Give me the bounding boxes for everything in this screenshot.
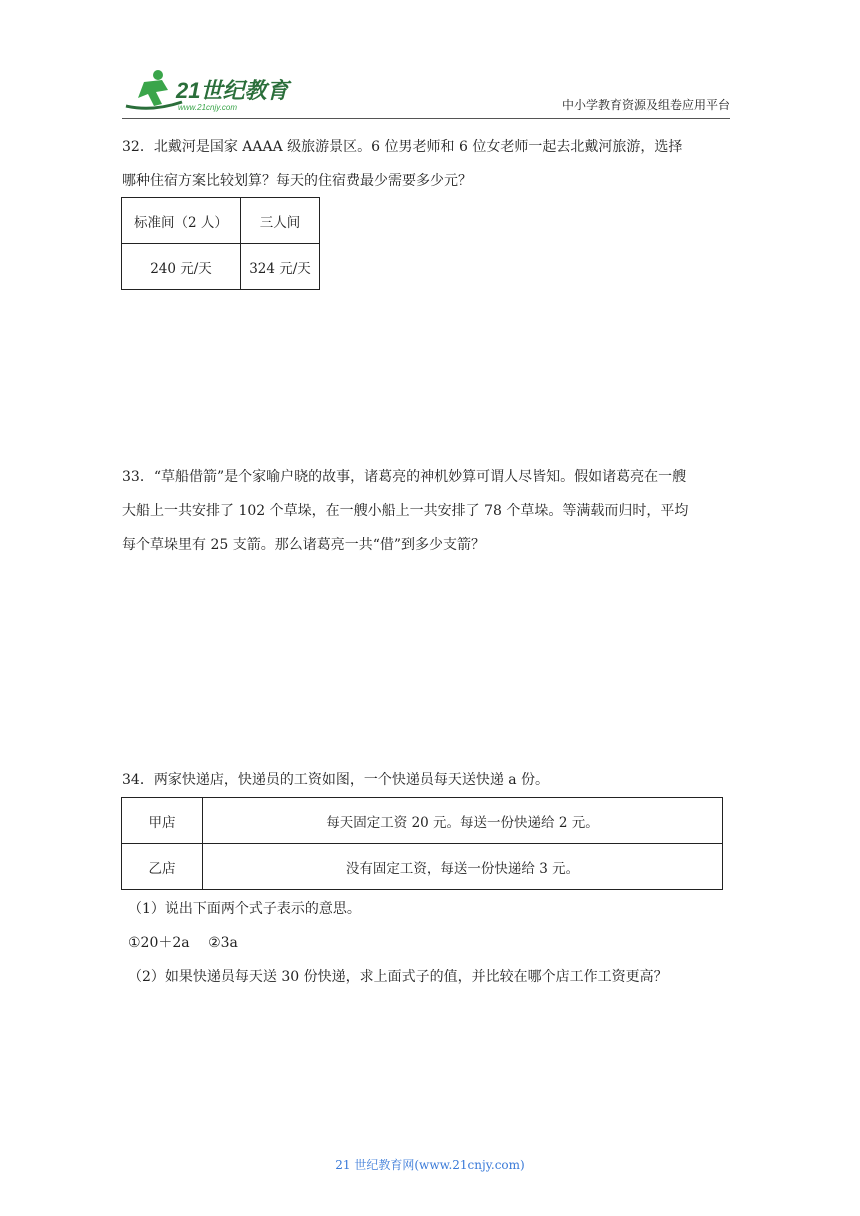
table-cell-standard-price: 240 元/天: [122, 244, 241, 290]
table-row: [122, 244, 320, 290]
q32-room-table: [121, 197, 320, 290]
table-cell-wage-desc: 每天固定工资 20 元。每送一份快递给 2 元。: [203, 798, 723, 844]
question-32: [122, 130, 732, 198]
question-33-line-3: 每个草垛里有 25 支箭。那么诸葛亮一共“借”到多少支箭？: [122, 537, 486, 553]
table-cell-wage-desc: 没有固定工资，每送一份快递给 3 元。: [203, 844, 723, 890]
question-34: [122, 763, 732, 797]
table-cell-triple-price: 324 元/天: [241, 244, 320, 290]
site-logo: [122, 68, 297, 114]
logo-url: www.21cnjy.com: [178, 103, 237, 112]
table-header-standard-room: 标准间（2 人）: [122, 198, 241, 244]
q34-sub-question-2: （2）如果快递员每天送 30 份快递，求上面式子的值，并比较在哪个店工作工资更高？: [128, 969, 668, 985]
question-32-line-2: 哪种住宿方案比较划算？每天的住宿费最少需要多少元？: [122, 173, 472, 189]
q34-sub-question-1: （1）说出下面两个式子表示的意思。: [128, 901, 361, 917]
q34-wage-table: [121, 797, 723, 890]
question-33-line-2: 大船上一共安排了 102 个草垛，在一艘小船上一共安排了 78 个草垛。等满载而归时，平均: [122, 503, 689, 519]
table-cell-store: 乙店: [122, 844, 203, 890]
question-33: [122, 460, 732, 562]
runner-icon: [126, 70, 182, 108]
table-row: [122, 844, 723, 890]
header-platform-text: 中小学教育资源及组卷应用平台: [561, 98, 730, 112]
header-divider: [122, 118, 730, 119]
table-header-triple-room: 三人间: [241, 198, 320, 244]
table-row: [122, 198, 320, 244]
table-cell-store: 甲店: [122, 798, 203, 844]
question-32-line-1: 32．北戴河是国家 AAAA 级旅游景区。6 位男老师和 6 位女老师一起去北戴河旅游，选择: [122, 139, 683, 155]
table-row: [122, 798, 723, 844]
logo-title: 21世纪教育: [176, 78, 289, 103]
q34-expressions: ①20＋2a ②3a: [128, 935, 238, 951]
question-34-line-1: 34．两家快递店，快递员的工资如图，一个快递员每天送快递 a 份。: [122, 772, 550, 788]
page-footer: 21 世纪教育网(www.21cnjy.com): [335, 1158, 525, 1172]
question-33-line-1: 33．“草船借箭”是个家喻户晓的故事，诸葛亮的神机妙算可谓人尽皆知。假如诸葛亮在一艘: [122, 469, 687, 485]
